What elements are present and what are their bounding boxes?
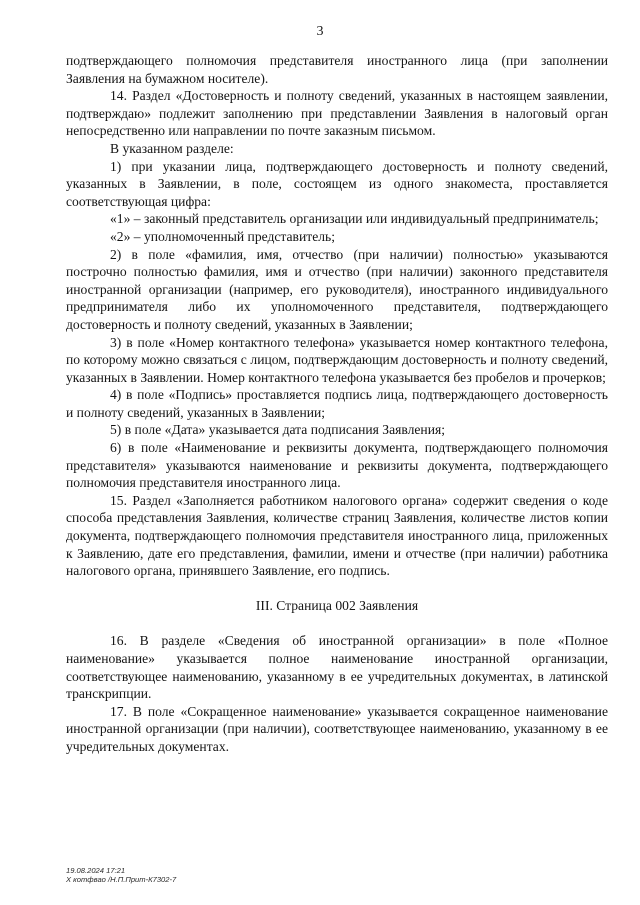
paragraph-17: 17. В поле «Сокращенное наименование» указывается сокращенное наименование иностранной организации (при наличии), соответствующее наименованию, указанному в ее учредительных документах.	[66, 703, 608, 754]
page-number: 3	[316, 24, 324, 39]
paragraph-14-item-6: 6) в поле «Наименование и реквизиты документа, подтверждающего полномочия представителя» указываются наименование и реквизиты документа, подтверждающего полномочия представителя иностранного лица.	[66, 440, 608, 491]
paragraph-16: 16. В разделе «Сведения об иностранной организации» в поле «Полное наименование» указывается полное наименование иностранной организации, соответствующее наименованию, указанному в ее учредительных документах, в латинской транскрипции.	[66, 633, 608, 702]
paragraph-14-item-3: 3) в поле «Номер контактного телефона» указывается номер контактного телефона, по которому можно связаться с лицом, подтверждающим достоверность и полноту сведений, указанных в Заявлении. Номер контактного телефона указывается без пробелов и прочерков;	[66, 334, 608, 385]
paragraph-14-item-1: 1) при указании лица, подтверждающего достоверность и полноту сведений, указанных в Заявлении, в поле, состоящем из одного знакоместа, проставляется соответствующая цифра:	[66, 158, 608, 209]
paragraph-14-item-1-option-2: «2» – уполномоченный представитель;	[110, 228, 335, 244]
paragraph-14-item-5: 5) в поле «Дата» указывается дата подписания Заявления;	[110, 422, 446, 438]
paragraph-14-item-2: 2) в поле «фамилия, имя, отчество (при наличии) полностью» указываются построчно полностью фамилия, имя и отчество (при наличии) законного представителя иностранной организации (например, его руководителя), иностранного индивидуального предпринимателя либо их уполномоченного представителя, подтверждающего достоверность и полноту сведений, указанных в Заявлении;	[66, 246, 608, 332]
section-heading: III. Страница 002 Заявления	[255, 597, 419, 613]
footer-stamp-reference: Х котфвао /Н.П.Прит-К7302-7	[66, 875, 177, 884]
footer-stamp-timestamp: 19.08.2024 17:21	[66, 866, 126, 875]
paragraph-in-section: В указанном разделе:	[110, 140, 234, 156]
paragraph-14-item-1-option-1: «1» – законный представитель организации или индивидуальный предприниматель;	[110, 211, 599, 227]
footer-stamp	[66, 866, 176, 884]
paragraph-15: 15. Раздел «Заполняется работником налогового органа» содержит сведения о коде способа представления Заявления, количестве страниц Заявления, количестве листов копии документа, подтверждающего полномочия представителя иностранного лица, приложенных к Заявлению, дате его представления, фамилии, имени и отчестве (при наличии) работника налогового органа, принявшего Заявление, его подпись.	[66, 492, 608, 579]
document-body	[66, 52, 608, 756]
paragraph-14-item-4: 4) в поле «Подпись» проставляется подпись лица, подтверждающего достоверность и полноту сведений, указанных в Заявлении;	[66, 387, 608, 420]
paragraph-continuation: подтверждающего полномочия представителя иностранного лица (при заполнении Заявления на бумажном носителе).	[66, 53, 608, 86]
paragraph-14: 14. Раздел «Достоверность и полноту сведений, указанных в настоящем заявлении, подтверждаю» подлежит заполнению при представлении Заявления в налоговый орган непосредственно или направлении по почте заказным письмом.	[66, 88, 608, 139]
